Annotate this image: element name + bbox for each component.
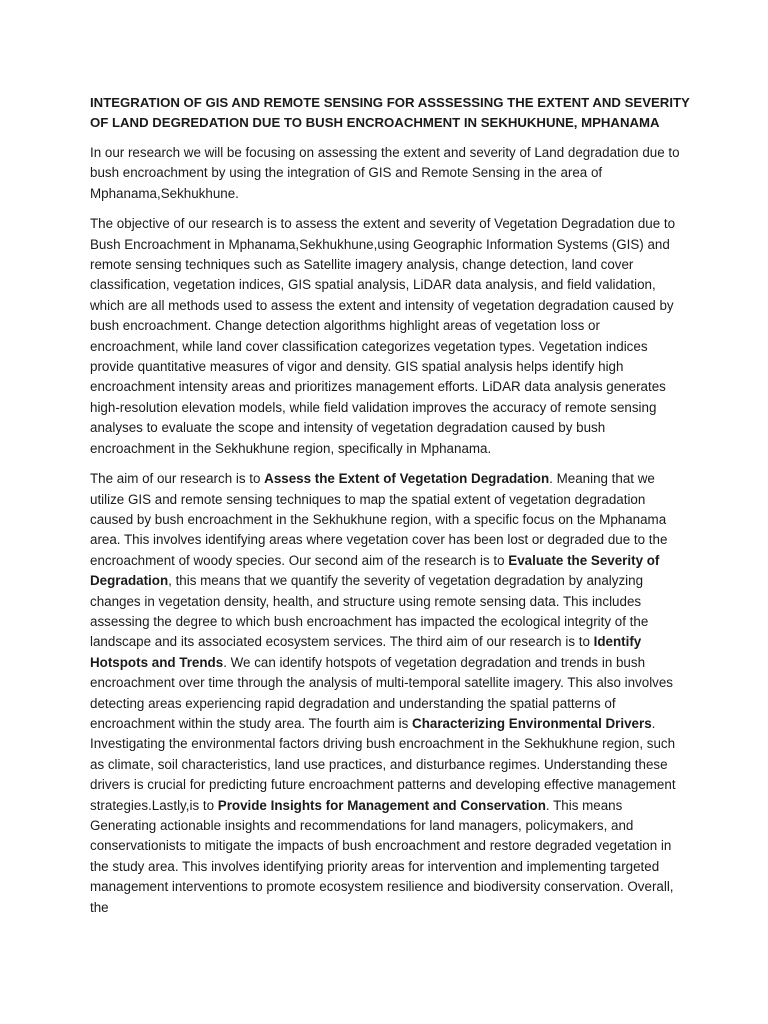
aims-text-2: . Meaning that we utilize GIS and remote sensing techniques to map the spatial extent of vegetation degradation caused by bush encroachment in the Sekhukhune region, with a specific focus on the Mphanama area. This involves identifying areas where vegetation cover has been lost or degraded due to the encroachment of woody species. Our second aim of the research is to xyxy=(90,471,668,568)
aim-environmental-drivers: Characterizing Environmental Drivers xyxy=(412,715,652,731)
aim-management-insights: Provide Insights for Management and Conservation xyxy=(217,797,546,813)
aim-assess-extent: Assess the Extent of Vegetation Degradation xyxy=(264,471,550,487)
aim-identify-hotspots: Identify Hotspots and Trends xyxy=(90,634,642,670)
objective-paragraph: The objective of our research is to assess the extent and severity of Vegetation Degradation due to Bush Encroachment in Mphanama,Sekhukhune,using Geographic Information Systems (GIS) and remote sensing techniques such as Satellite imagery analysis, change detection, land cover classification, vegetation indices, GIS spatial analysis, LiDAR data analysis, and field validation, which are all methods used to assess the extent and intensity of vegetation degradation caused by bush encroachment. Change detection algorithms highlight areas of vegetation loss or encroachment, while land cover classification categorizes vegetation types. Vegetation indices provide quantitative measures of vigor and density. GIS spatial analysis helps identify high encroachment intensity areas and prioritizes management efforts. LiDAR data analysis generates high-resolution elevation models, while field validation improves the accuracy of remote sensing analyses to evaluate the scope and intensity of vegetation degradation caused by bush encroachment in the Sekhukhune region, specifically in Mphanama. xyxy=(90,216,676,456)
aims-text-4: . We can identify hotspots of vegetation degradation and trends in bush encroachment over time through the analysis of multi-temporal satellite imagery. This also involves detecting areas experiencing rapid degradation and understanding the spatial patterns of encroachment within the study area. The fourth aim is xyxy=(90,654,674,731)
aims-text-1: The aim of our research is to xyxy=(90,471,265,487)
aims-text-6: . This means Generating actionable insights and recommendations for land managers, policymakers, and conservationists to mitigate the impacts of bush encroachment and restore degraded vegetation in the study area. This involves identifying priority areas for intervention and implementing targeted management interventions to promote ecosystem resilience and biodiversity conservation. Overall, the xyxy=(90,797,674,915)
aims-text-3: , this means that we quantify the severity of vegetation degradation by analyzing changes in vegetation density, health, and structure using remote sensing data. This includes assessing the degree to which bush encroachment has impacted the ecological integrity of the landscape and its associated ecosystem services. The third aim of our research is to xyxy=(90,573,649,650)
document-title: INTEGRATION OF GIS AND REMOTE SENSING FOR ASSSESSING THE EXTENT AND SEVERITY OF LAND DEGREDATION DUE TO BUSH ENCROACHMENT IN SEKHUKHUNE, MPHANAMA xyxy=(90,95,690,130)
aims-paragraph xyxy=(90,469,690,918)
aims-text-5: . Investigating the environmental factors driving bush encroachment in the Sekhukhune region, such as climate, soil characteristics, land use practices, and disturbance regimes. Understanding these drivers is crucial for predicting future encroachment patterns and developing effective management strategies.Lastly,is to xyxy=(90,715,676,813)
document-page xyxy=(90,93,690,928)
aim-evaluate-severity: Evaluate the Severity of Degradation xyxy=(90,552,660,589)
intro-paragraph: In our research we will be focusing on assessing the extent and severity of Land degradation due to bush encroachment by using the integration of GIS and Remote Sensing in the area of Mphanama,Sekhukhune. xyxy=(90,145,680,201)
